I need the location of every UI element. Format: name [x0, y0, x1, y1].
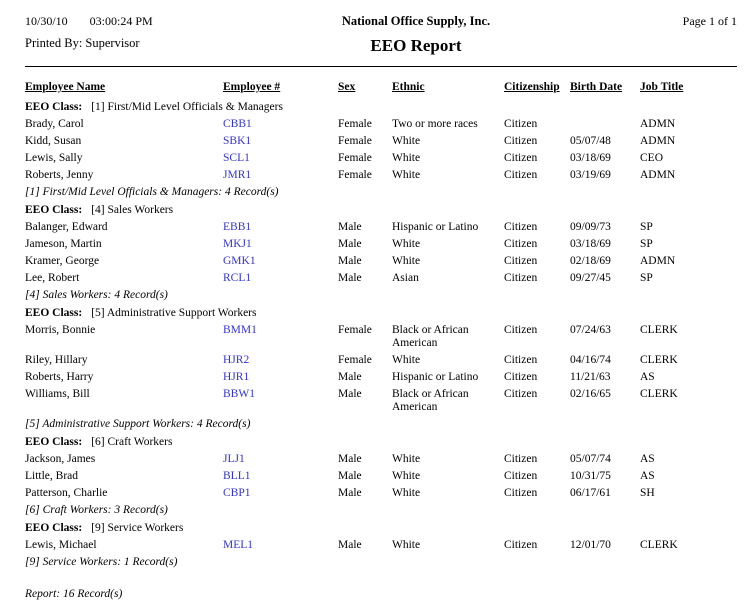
cell-sex: Male: [338, 539, 362, 551]
cell-sex: Male: [338, 371, 362, 383]
cell-birth-date: 05/07/74: [570, 453, 611, 465]
employee-number-link[interactable]: GMK1: [223, 255, 256, 267]
cell-sex: Male: [338, 470, 362, 482]
eeo-class-header: [25, 202, 737, 219]
cell-sex: Female: [338, 354, 372, 366]
employee-row: [25, 537, 737, 554]
cell-ethnic: Black or African American: [392, 388, 469, 413]
cell-employee-name: Lewis, Sally: [25, 152, 83, 164]
cell-employee-name: Riley, Hillary: [25, 354, 88, 366]
cell-job-title: ADMN: [640, 255, 676, 267]
cell-birth-date: 03/18/69: [570, 238, 611, 250]
employee-row: [25, 386, 737, 416]
column-header-ethnic: Ethnic: [392, 81, 425, 93]
employee-row: [25, 451, 737, 468]
cell-birth-date: [570, 116, 640, 133]
cell-sex: Female: [338, 324, 372, 336]
cell-ethnic: Hispanic or Latino: [392, 221, 479, 233]
cell-citizenship: Citizen: [504, 487, 538, 499]
header-center: [225, 14, 607, 56]
employee-row: [25, 352, 737, 369]
cell-birth-date: 09/27/45: [570, 272, 611, 284]
eeo-class-name: [5] Administrative Support Workers: [91, 307, 257, 319]
cell-job-title: SH: [640, 487, 655, 499]
cell-ethnic: White: [392, 152, 421, 164]
cell-sex: Male: [338, 388, 362, 400]
eeo-class-label: EEO Class:: [25, 436, 83, 448]
employee-row: [25, 485, 737, 502]
cell-citizenship: Citizen: [504, 371, 538, 383]
table-body: [25, 99, 737, 572]
header-divider: [25, 66, 737, 67]
cell-employee-name: Roberts, Jenny: [25, 169, 94, 181]
employee-number-link[interactable]: HJR1: [223, 371, 250, 383]
cell-birth-date: 03/18/69: [570, 152, 611, 164]
print-date: 10/30/10: [25, 14, 68, 28]
cell-job-title: ADMN: [640, 169, 676, 181]
cell-ethnic: White: [392, 135, 421, 147]
cell-ethnic: Black or African American: [392, 324, 469, 349]
column-header-job-title: Job Title: [640, 81, 684, 93]
employee-number-link[interactable]: SCL1: [223, 152, 250, 164]
employee-number-link[interactable]: CBP1: [223, 487, 251, 499]
cell-citizenship: Citizen: [504, 354, 538, 366]
cell-ethnic: White: [392, 238, 421, 250]
employee-row: [25, 133, 737, 150]
cell-sex: Female: [338, 118, 372, 130]
group-summary: [6] Craft Workers: 3 Record(s): [25, 504, 168, 516]
employee-row: [25, 236, 737, 253]
cell-birth-date: 03/19/69: [570, 169, 611, 181]
cell-job-title: CLERK: [640, 354, 678, 366]
company-name: National Office Supply, Inc.: [341, 14, 491, 28]
cell-birth-date: 11/21/63: [570, 371, 611, 383]
eeo-class-header: [25, 434, 737, 451]
cell-job-title: SP: [640, 238, 653, 250]
cell-birth-date: 12/01/70: [570, 539, 611, 551]
eeo-class-header: [25, 305, 737, 322]
employee-number-link[interactable]: BBW1: [223, 388, 255, 400]
eeo-class-name: [1] First/Mid Level Officials & Managers: [91, 101, 283, 113]
group-summary: [5] Administrative Support Workers: 4 Record(s): [25, 418, 251, 430]
cell-job-title: ADMN: [640, 118, 676, 130]
eeo-class-header: [25, 99, 737, 116]
cell-birth-date: 10/31/75: [570, 470, 611, 482]
eeo-class-label: EEO Class:: [25, 204, 83, 216]
cell-ethnic: White: [392, 539, 421, 551]
cell-sex: Male: [338, 487, 362, 499]
cell-employee-name: Jackson, James: [25, 453, 96, 465]
employee-number-link[interactable]: BMM1: [223, 324, 257, 336]
employee-row: [25, 150, 737, 167]
cell-citizenship: Citizen: [504, 272, 538, 284]
column-header-employee-number: Employee #: [223, 81, 281, 93]
cell-sex: Female: [338, 135, 372, 147]
column-header-birth-date: Birth Date: [570, 81, 623, 93]
employee-row: [25, 167, 737, 184]
employee-number-link[interactable]: BLL1: [223, 470, 251, 482]
cell-citizenship: Citizen: [504, 539, 538, 551]
group-summary: [4] Sales Workers: 4 Record(s): [25, 289, 168, 301]
cell-employee-name: Jameson, Martin: [25, 238, 102, 250]
cell-sex: Female: [338, 169, 372, 181]
cell-employee-name: Lee, Robert: [25, 272, 80, 284]
cell-ethnic: White: [392, 169, 421, 181]
table-header-row: [25, 79, 737, 99]
cell-citizenship: Citizen: [504, 453, 538, 465]
cell-employee-name: Brady, Carol: [25, 118, 84, 130]
cell-birth-date: 04/16/74: [570, 354, 611, 366]
employee-row: [25, 322, 737, 352]
cell-employee-name: Williams, Bill: [25, 388, 90, 400]
eeo-class-label: EEO Class:: [25, 101, 83, 113]
cell-sex: Male: [338, 453, 362, 465]
cell-employee-name: Balanger, Edward: [25, 221, 108, 233]
cell-employee-name: Morris, Bonnie: [25, 324, 96, 336]
cell-ethnic: White: [392, 487, 421, 499]
employee-number-link[interactable]: EBB1: [223, 221, 252, 233]
column-header-citizenship: Citizenship: [504, 81, 560, 93]
cell-citizenship: Citizen: [504, 169, 538, 181]
employee-number-link[interactable]: HJR2: [223, 354, 250, 366]
cell-birth-date: 05/07/48: [570, 135, 611, 147]
cell-ethnic: White: [392, 453, 421, 465]
cell-job-title: AS: [640, 371, 655, 383]
cell-sex: Male: [338, 221, 362, 233]
header-left: [25, 14, 225, 51]
cell-employee-name: Patterson, Charlie: [25, 487, 108, 499]
eeo-class-name: [9] Service Workers: [91, 522, 184, 534]
cell-job-title: CEO: [640, 152, 663, 164]
cell-sex: Male: [338, 272, 362, 284]
employee-number-link[interactable]: JLJ1: [223, 453, 245, 465]
cell-sex: Male: [338, 238, 362, 250]
cell-citizenship: Citizen: [504, 221, 538, 233]
employee-number-link[interactable]: MEL1: [223, 539, 254, 551]
cell-birth-date: 07/24/63: [570, 324, 611, 336]
cell-birth-date: 02/16/65: [570, 388, 611, 400]
eeo-class-header: [25, 520, 737, 537]
report-title: EEO Report: [370, 36, 462, 55]
cell-job-title: AS: [640, 453, 655, 465]
cell-citizenship: Citizen: [504, 238, 538, 250]
employee-row: [25, 253, 737, 270]
cell-birth-date: 09/09/73: [570, 221, 611, 233]
cell-citizenship: Citizen: [504, 255, 538, 267]
cell-citizenship: Citizen: [504, 135, 538, 147]
cell-ethnic: Two or more races: [392, 118, 478, 130]
page-number: Page 1 of 1: [682, 14, 737, 28]
cell-employee-name: Kramer, George: [25, 255, 100, 267]
employee-number-link[interactable]: RCL1: [223, 272, 252, 284]
cell-job-title: SP: [640, 272, 653, 284]
printed-by: [25, 36, 225, 51]
print-time: 03:00:24 PM: [89, 14, 153, 28]
employee-number-link[interactable]: CBB1: [223, 118, 252, 130]
eeo-class-label: EEO Class:: [25, 522, 83, 534]
cell-employee-name: Lewis, Michael: [25, 539, 97, 551]
group-summary: [9] Service Workers: 1 Record(s): [25, 556, 178, 568]
cell-birth-date: 06/17/61: [570, 487, 611, 499]
cell-job-title: CLERK: [640, 539, 678, 551]
cell-job-title: ADMN: [640, 135, 676, 147]
column-header-employee-name: Employee Name: [25, 81, 106, 93]
report-summary: Report: 16 Record(s): [25, 588, 123, 600]
printed-by-label: Printed By:: [25, 36, 83, 50]
cell-sex: Female: [338, 152, 372, 164]
cell-citizenship: Citizen: [504, 470, 538, 482]
employee-number-link[interactable]: SBK1: [223, 135, 252, 147]
cell-job-title: CLERK: [640, 388, 678, 400]
cell-ethnic: White: [392, 354, 421, 366]
cell-employee-name: Little, Brad: [25, 470, 79, 482]
print-datetime: [25, 14, 225, 29]
cell-employee-name: Kidd, Susan: [25, 135, 82, 147]
cell-job-title: AS: [640, 470, 655, 482]
cell-job-title: SP: [640, 221, 653, 233]
cell-citizenship: Citizen: [504, 152, 538, 164]
employee-row: [25, 270, 737, 287]
eeo-class-name: [6] Craft Workers: [91, 436, 173, 448]
cell-ethnic: White: [392, 255, 421, 267]
cell-ethnic: Hispanic or Latino: [392, 371, 479, 383]
employee-number-link[interactable]: MKJ1: [223, 238, 252, 250]
cell-citizenship: Citizen: [504, 324, 538, 336]
eeo-class-label: EEO Class:: [25, 307, 83, 319]
group-summary: [1] First/Mid Level Officials & Managers: 4 Record(s): [25, 186, 279, 198]
cell-sex: Male: [338, 255, 362, 267]
cell-employee-name: Roberts, Harry: [25, 371, 94, 383]
cell-ethnic: White: [392, 470, 421, 482]
cell-ethnic: Asian: [392, 272, 419, 284]
employee-row: [25, 116, 737, 133]
employee-row: [25, 369, 737, 386]
cell-birth-date: 02/18/69: [570, 255, 611, 267]
cell-job-title: CLERK: [640, 324, 678, 336]
employee-number-link[interactable]: JMR1: [223, 169, 252, 181]
eeo-class-name: [4] Sales Workers: [91, 204, 174, 216]
printed-by-value: Supervisor: [85, 36, 140, 50]
cell-citizenship: Citizen: [504, 388, 538, 400]
cell-citizenship: Citizen: [504, 118, 538, 130]
report-header: [25, 14, 737, 56]
employee-row: [25, 468, 737, 485]
column-header-sex: Sex: [338, 81, 356, 93]
employee-row: [25, 219, 737, 236]
